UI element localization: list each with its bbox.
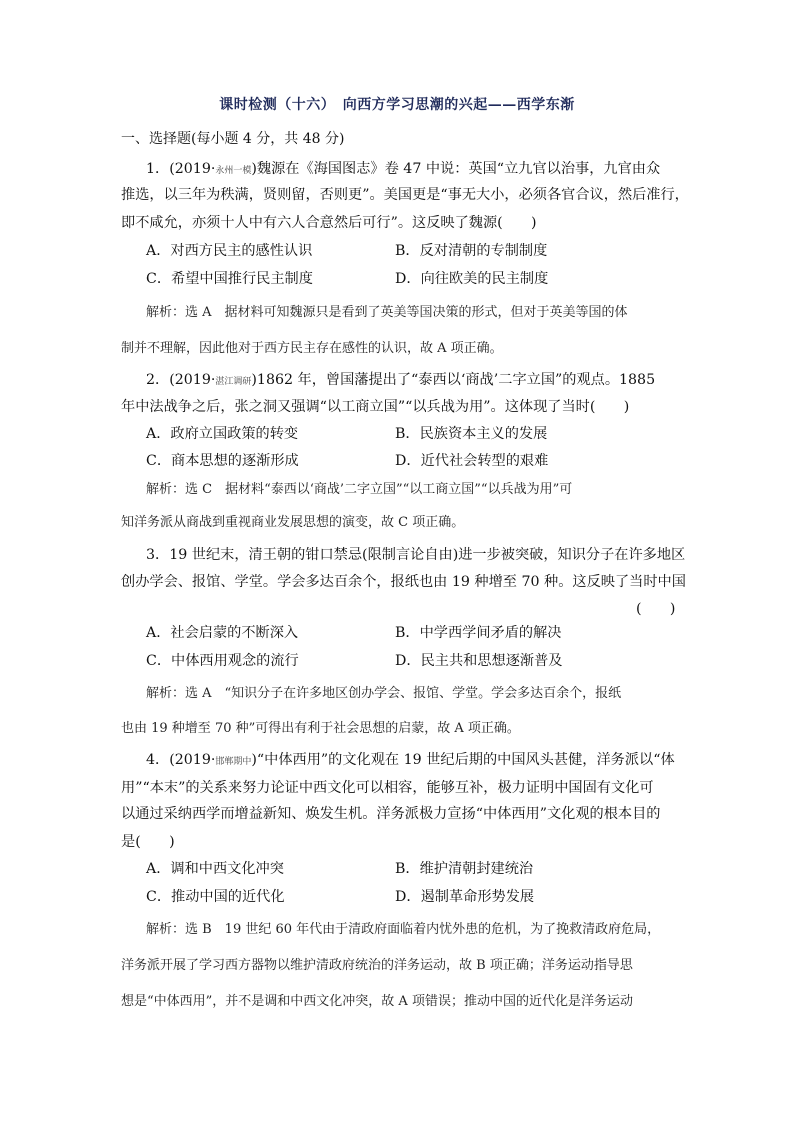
question-2-line-1: 2．(2019·湛江调研)1862 年，曾国藩提出了“泰西以‘商战’二字立国”的观点。1885 <box>146 372 656 388</box>
question-1-option-c: C．希望中国推行民主制度 <box>146 271 313 287</box>
question-1-line-2: 推选，以三年为秩满，贤则留，否则更”。美国更是“事无大小，必须各官合议，然后准行， <box>121 187 689 203</box>
question-4-line-3: 以通过采纳西学而增益新知、焕发生机。洋务派极力宣扬“中体西用”文化观的根本目的 <box>121 806 661 822</box>
page-title: 课时检测（十六） 向西方学习思潮的兴起——西学东渐 <box>219 97 575 113</box>
question-3-line-2: 创办学会、报馆、学堂。学会多达百余个，报纸也由 19 种增至 70 种。这反映了当时中国 <box>121 574 686 590</box>
question-3-line-1: 3．19 世纪末，清王朝的钳口禁忌(限制言论自由)进一步被突破，知识分子在许多地区 <box>146 547 686 563</box>
question-2-option-b: B．民族资本主义的发展 <box>395 426 548 442</box>
question-2-option-d: D．近代社会转型的艰难 <box>395 453 549 469</box>
question-2-source: 湛江调研 <box>215 377 252 387</box>
question-1-source: 永州一模 <box>215 166 252 176</box>
question-4-explanation-2: 洋务派开展了学习西方器物以维护清政府统治的洋务运动，故 B 项正确；洋务运动指导思 <box>121 958 633 973</box>
question-2-option-c: C．商本思想的逐渐形成 <box>146 453 299 469</box>
question-3-option-d: D．民主共和思想逐渐普及 <box>395 653 563 669</box>
question-4-option-a: A．调和中西文化冲突 <box>146 861 284 877</box>
question-4-line-1: 4．(2019·邯郸期中)“中体西用”的文化观在 19 世纪后期的中国风头甚健，洋务派以“体 <box>146 752 675 768</box>
question-3-explanation-1: 解析：选 A “知识分子在许多地区创办学会、报馆、学堂。学会多达百余个，报纸 <box>146 686 622 701</box>
question-2-option-a: A．政府立国政策的转变 <box>146 426 299 442</box>
question-4-explanation-3: 想是“中体西用”，并不是调和中西文化冲突，故 A 项错误；推动中国的近代化是洋务运动 <box>121 994 633 1009</box>
question-4-option-c: C．推动中国的近代化 <box>146 889 285 905</box>
question-3-option-b: B．中学西学间矛盾的解决 <box>395 625 562 641</box>
question-1-option-b: B．反对清朝的专制制度 <box>395 243 548 259</box>
question-4-line-2: 用”“本末”的关系来努力论证中西文化可以相容，能够互补，极力证明中国固有文化可 <box>121 780 654 796</box>
question-2-line-2: 年中法战争之后，张之洞又强调“以工商立国”“以兵战为用”。这体现了当时( ) <box>121 399 630 415</box>
section-heading: 一、选择题(每小题 4 分，共 48 分) <box>121 131 345 147</box>
question-3-explanation-2: 也由 19 种增至 70 种”可得出有利于社会思想的启蒙，故 A 项正确。 <box>121 721 520 736</box>
question-3-option-a: A．社会启蒙的不断深入 <box>146 625 299 641</box>
question-1-line-1: 1．(2019·永州一模)魏源在《海国图志》卷 47 中说：英国“立九官以治事，九官由众 <box>146 161 661 177</box>
question-1-option-d: D．向往欧美的民主制度 <box>395 271 549 287</box>
question-1-explanation-1: 解析：选 A 据材料可知魏源只是看到了英美等国决策的形式，但对于英美等国的体 <box>146 305 628 320</box>
question-4-option-b: B．维护清朝封建统治 <box>395 861 534 877</box>
question-4-explanation-1: 解析：选 B 19 世纪 60 年代由于清政府面临着内忧外患的危机，为了挽救清政府危局， <box>146 922 661 937</box>
question-1-explanation-2: 制并不理解，因此他对于西方民主存在感性的认识，故 A 项正确。 <box>121 341 503 356</box>
question-3-answer-paren: ( ) <box>636 601 676 617</box>
question-1-line-3: 即不咸允，亦须十人中有六人合意然后可行”。这反映了魏源( ) <box>121 215 537 231</box>
question-4-option-d: D．遏制革命形势发展 <box>395 889 535 905</box>
question-2-explanation-1: 解析：选 C 据材料“泰西以‘商战’二字立国”“以工商立国”“以兵战为用”可 <box>146 482 573 497</box>
question-1-option-a: A．对西方民主的感性认识 <box>146 243 313 259</box>
question-2-explanation-2: 知洋务派从商战到重视商业发展思想的演变，故 C 项正确。 <box>121 515 465 530</box>
question-4-line-4: 是( ) <box>121 834 175 850</box>
question-4-source: 邯郸期中 <box>215 757 252 767</box>
question-3-option-c: C．中体西用观念的流行 <box>146 653 299 669</box>
